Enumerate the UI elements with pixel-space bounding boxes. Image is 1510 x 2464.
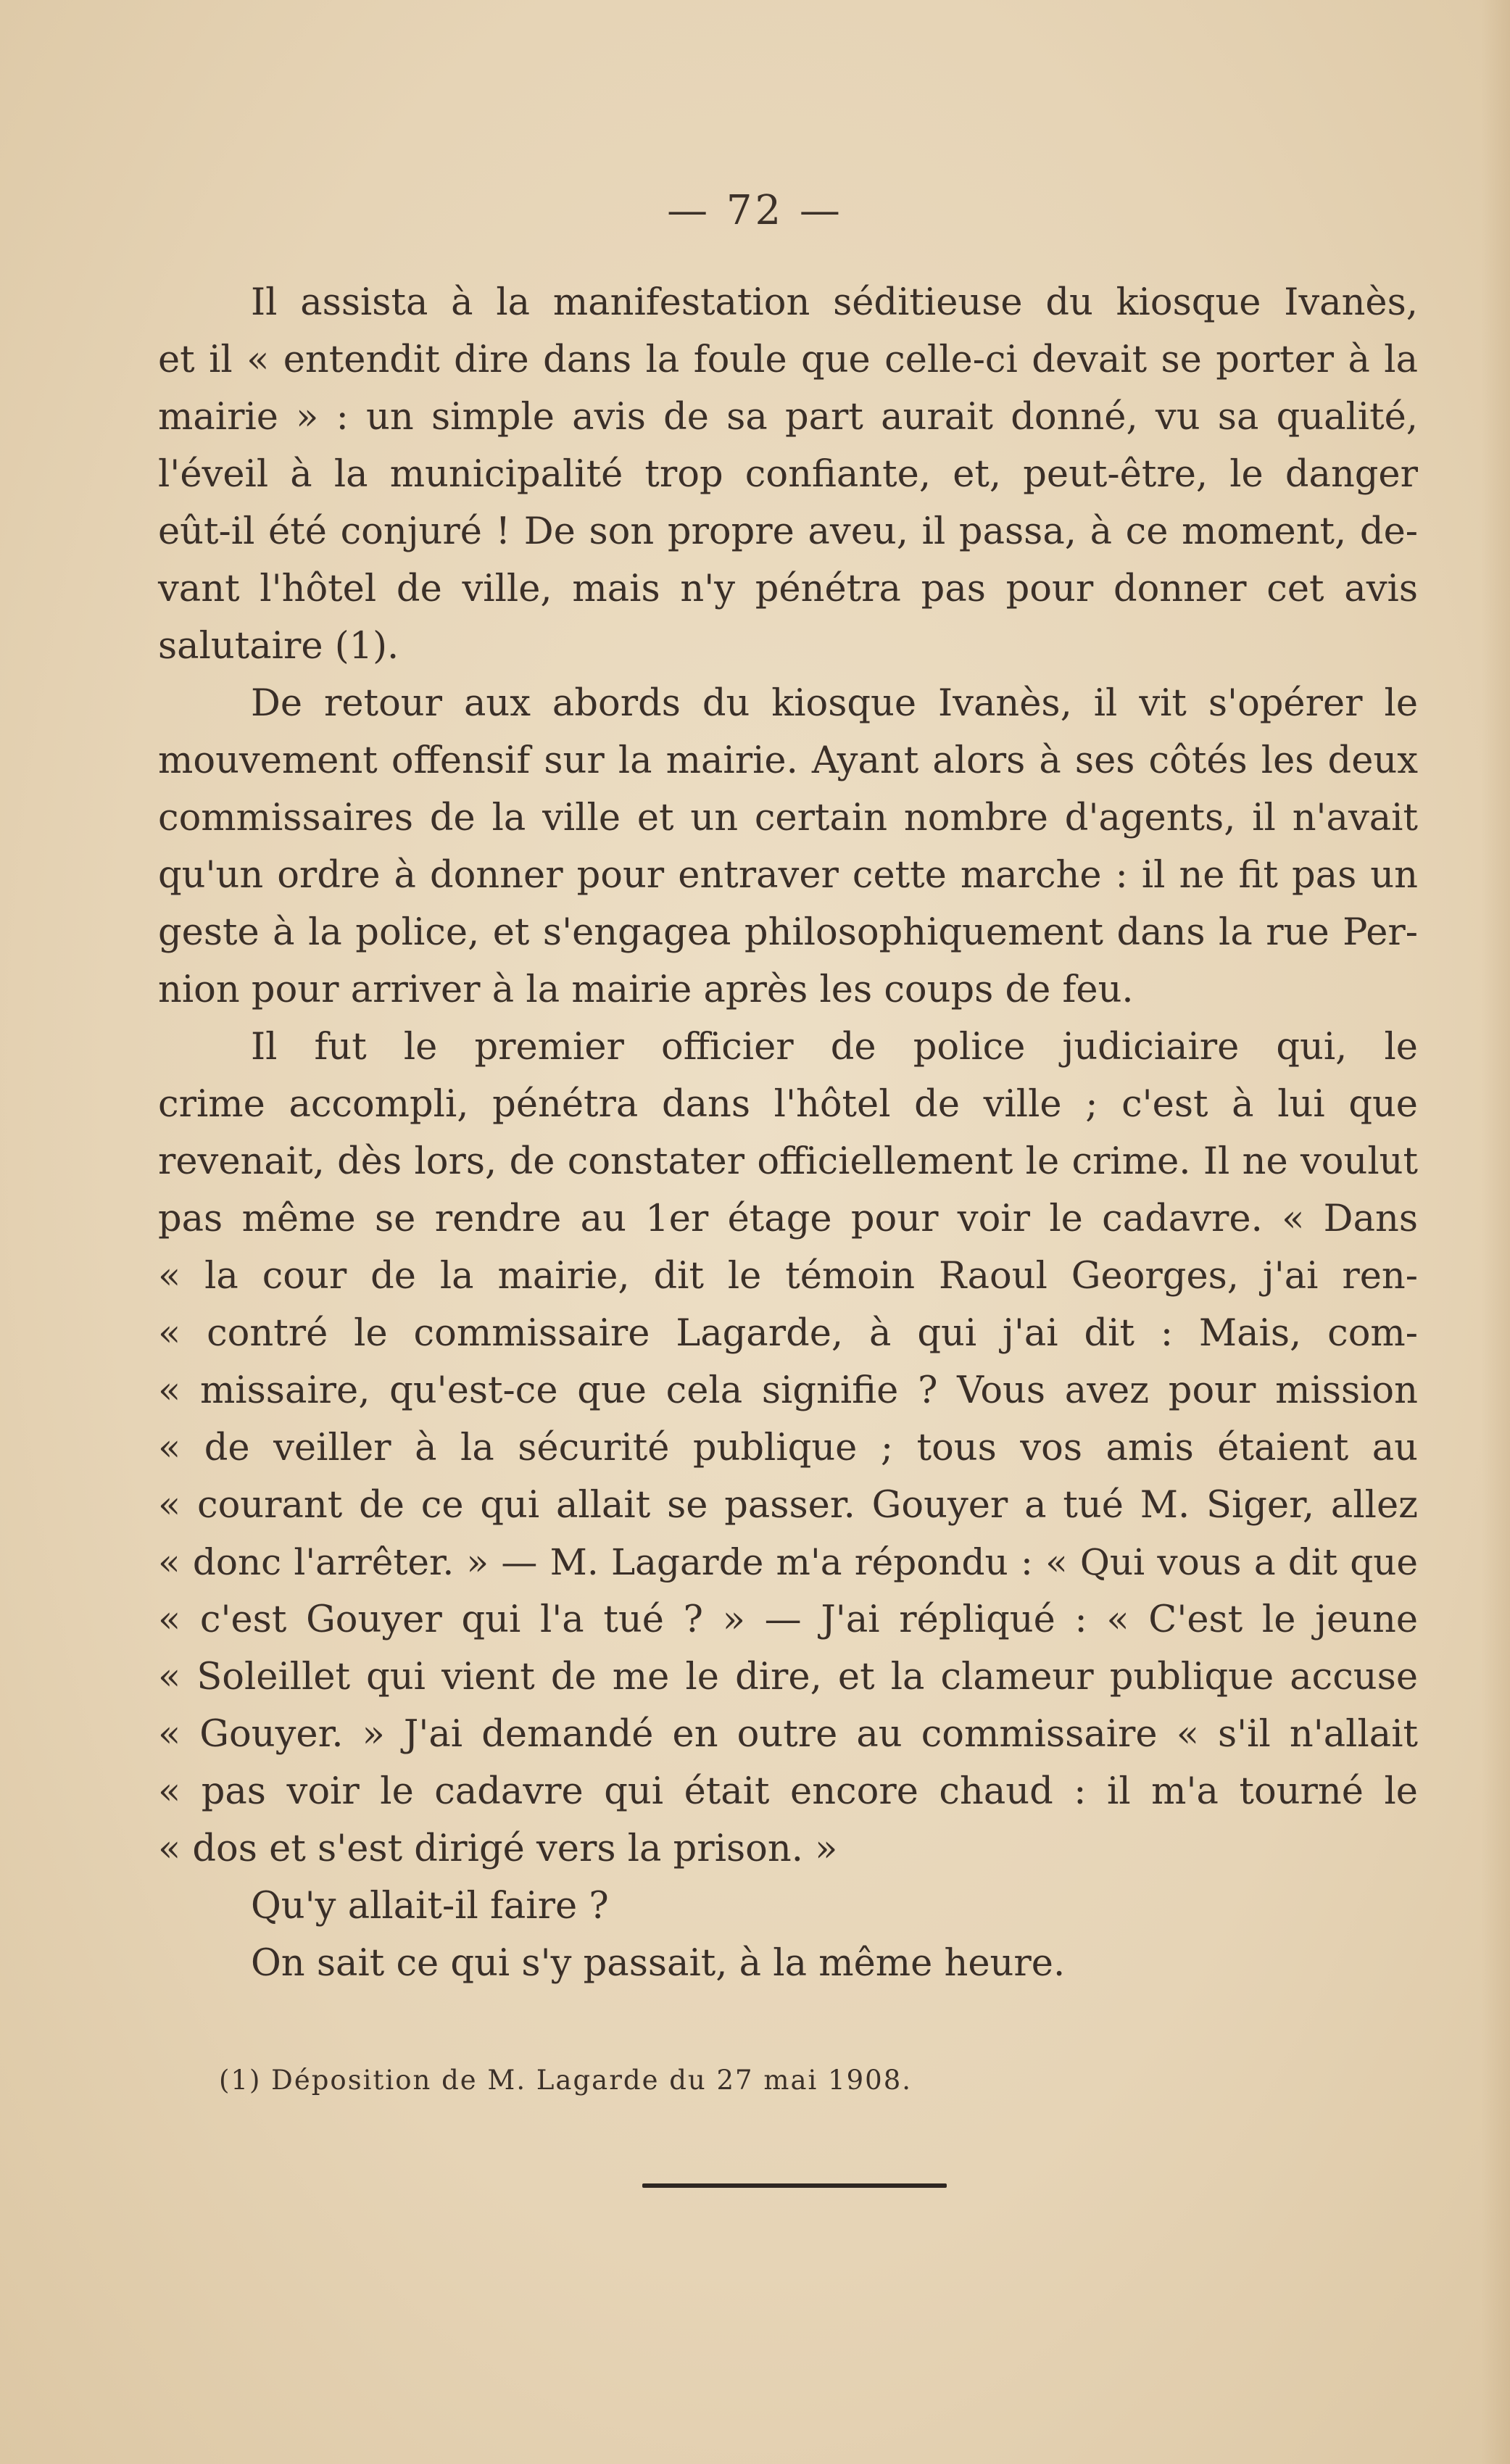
text-line: nion pour arriver à la mairie après les coups de feu. <box>158 968 1134 1011</box>
text-line: « Soleillet qui vient de me le dire, et la clameur publique accuse <box>158 1656 1418 1698</box>
text-line: « Gouyer. » J'ai demandé en outre au commissaire « s'il n'allait <box>158 1713 1418 1756</box>
text-line: commissaires de la ville et un certain nombre d'agents, il n'avait <box>158 797 1418 839</box>
page-number: — 72 — <box>667 187 843 234</box>
text-line: « contré le commissaire Lagarde, à qui j'ai dit : Mais, com- <box>158 1312 1418 1355</box>
text-line: « donc l'arrêter. » — M. Lagarde m'a répondu : « Qui vous a dit que <box>158 1541 1418 1583</box>
text-line: l'éveil à la municipalité trop confiante, et, peut-être, le danger <box>158 453 1418 496</box>
text-line: Qu'y allait-il faire ? <box>251 1885 609 1928</box>
text-line: geste à la police, et s'engagea philosophiquement dans la rue Per- <box>158 911 1418 954</box>
text-line: revenait, dès lors, de constater officiellement le crime. Il ne voulut <box>158 1140 1418 1183</box>
text-line: salutaire (1). <box>158 625 399 668</box>
text-line: mairie » : un simple avis de sa part aurait donné, vu sa qualité, <box>158 396 1418 439</box>
text-line: « missaire, qu'est-ce que cela signifie ? Vous avez pour mission <box>158 1369 1418 1412</box>
text-line: eût-il été conjuré ! De son propre aveu, il passa, à ce moment, de- <box>158 510 1418 553</box>
text-line: mouvement offensif sur la mairie. Ayant alors à ses côtés les deux <box>158 739 1418 782</box>
text-line: « de veiller à la sécurité publique ; tous vos amis étaient au <box>158 1427 1418 1469</box>
text-line: « pas voir le cadavre qui était encore chaud : il m'a tourné le <box>158 1770 1418 1813</box>
text-line: « c'est Gouyer qui l'a tué ? » — J'ai répliqué : « C'est le jeune <box>158 1598 1418 1641</box>
text-line: et il « entendit dire dans la foule que celle-ci devait se porter à la <box>158 339 1418 381</box>
text-line: Il assista à la manifestation séditieuse du kiosque Ivanès, <box>251 281 1418 324</box>
text-line: qu'un ordre à donner pour entraver cette marche : il ne fit pas un <box>158 854 1418 897</box>
text-line: crime accompli, pénétra dans l'hôtel de ville ; c'est à lui que <box>158 1083 1418 1126</box>
end-rule <box>642 2183 947 2188</box>
footnote: (1) Déposition de M. Lagarde du 27 mai 1908. <box>219 2065 913 2096</box>
text-line: vant l'hôtel de ville, mais n'y pénétra pas pour donner cet avis <box>158 568 1418 610</box>
page-edge-shadow <box>1481 0 1510 2464</box>
text-line: « courant de ce qui allait se passer. Gouyer a tué M. Siger, allez <box>158 1484 1418 1527</box>
text-line: pas même se rendre au 1er étage pour voir le cadavre. « Dans <box>158 1198 1418 1240</box>
text-line: « dos et s'est dirigé vers la prison. » <box>158 1828 838 1870</box>
text-line: Il fut le premier officier de police judiciaire qui, le <box>251 1026 1418 1069</box>
text-line: « la cour de la mairie, dit le témoin Raoul Georges, j'ai ren- <box>158 1255 1418 1298</box>
text-line: De retour aux abords du kiosque Ivanès, il vit s'opérer le <box>251 682 1418 725</box>
body-text <box>158 274 1418 1992</box>
text-line: On sait ce qui s'y passait, à la même heure. <box>251 1942 1066 1985</box>
